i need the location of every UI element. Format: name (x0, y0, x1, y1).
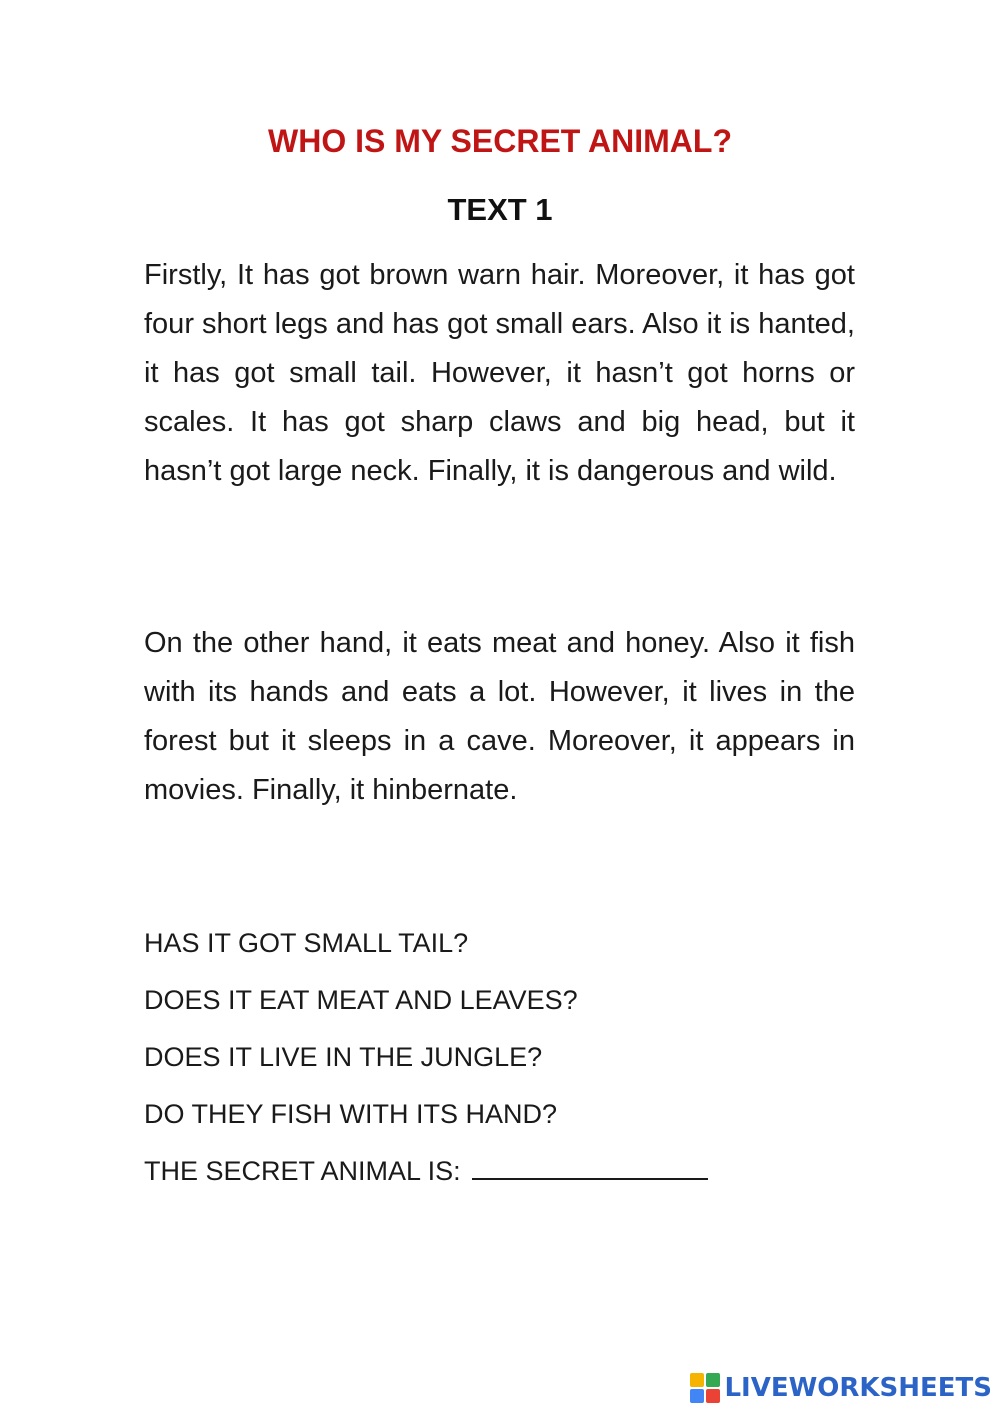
answer-prompt: THE SECRET ANIMAL IS: (144, 1156, 461, 1186)
question-item: DOES IT LIVE IN THE JUNGLE? (144, 1042, 543, 1072)
liveworksheets-wordmark: LIVEWORKSHEETS (724, 1373, 992, 1403)
liveworksheets-logo-icon (690, 1373, 720, 1403)
text-heading: TEXT 1 (447, 192, 553, 227)
answer-blank-field[interactable] (472, 1153, 708, 1180)
question-item: DOES IT EAT MEAT AND LEAVES? (144, 985, 578, 1015)
question-item: HAS IT GOT SMALL TAIL? (144, 928, 469, 958)
worksheet-title: WHO IS MY SECRET ANIMAL? (268, 123, 732, 159)
paragraph-1: Firstly, It has got brown warn hair. Moreover, it has got four short legs and has got small ears. Also it is hanted, it has got small tail. However, it hasn’t got horns or scales. It has got sharp claws and big head, but it hasn’t got large neck. Finally, it is dangerous and wild. (144, 259, 855, 487)
question-list (144, 915, 855, 1200)
question-item: DO THEY FISH WITH ITS HAND? (144, 1099, 558, 1129)
answer-row (144, 1143, 855, 1200)
paragraph-2: On the other hand, it eats meat and honey. Also it fish with its hands and eats a lot. However, it lives in the forest but it sleeps in a cave. Moreover, it appears in movies. Finally, it hinbernate. (144, 627, 855, 806)
liveworksheets-branding (690, 1371, 992, 1405)
